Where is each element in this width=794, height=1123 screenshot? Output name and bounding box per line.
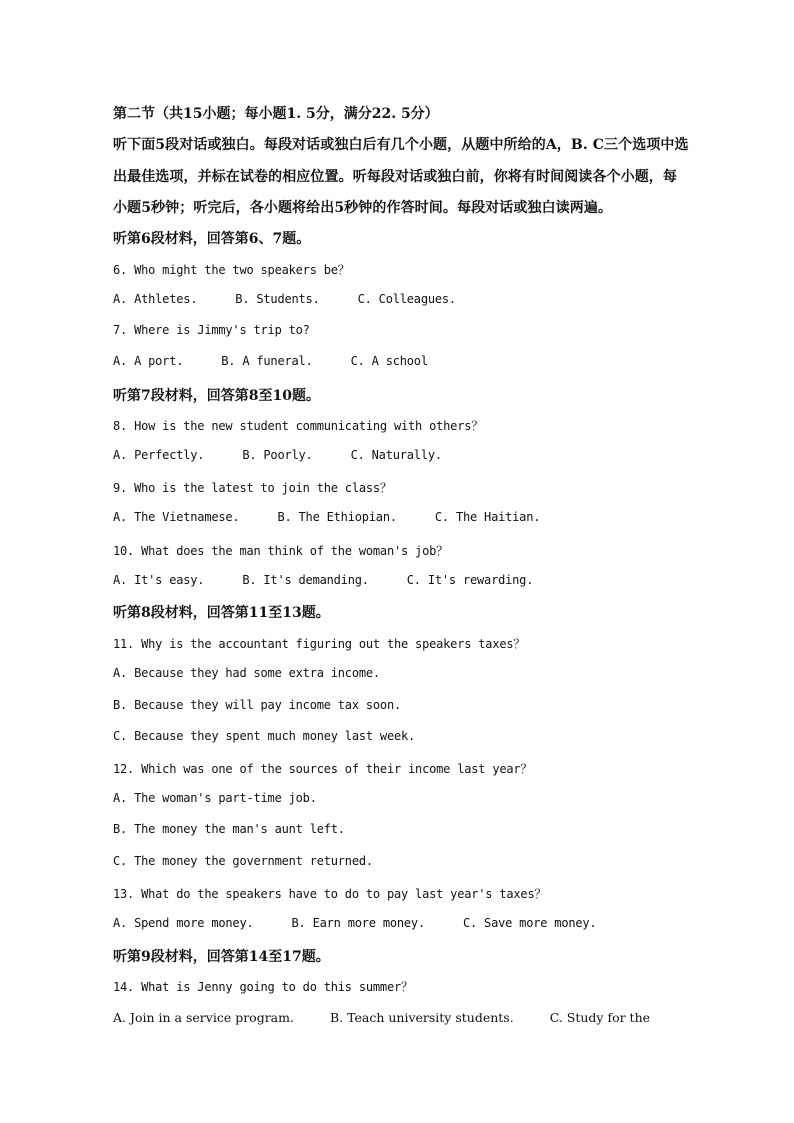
question-9-options <box>113 510 578 524</box>
question-12-option-c: C. The money the government returned. <box>113 854 373 868</box>
question-7: 7. Where is Jimmy's trip to? <box>113 323 310 337</box>
group-heading-7: 听第7段材料，回答第8至10题。 <box>113 388 320 404</box>
group-heading-9: 听第9段材料，回答第14至17题。 <box>113 949 330 965</box>
question-11-option-c: C. Because they spent much money last week. <box>113 729 416 743</box>
question-12-option-b: B. The money the man's aunt left. <box>113 822 345 836</box>
option-b: B. It's demanding. <box>242 573 369 587</box>
option-a: A. The Vietnamese. <box>113 510 240 524</box>
question-11: 11. Why is the accountant figuring out the speakers taxes？ <box>113 637 526 651</box>
option-a: A. It's easy. <box>113 573 205 587</box>
section-title: 第二节（共15小题；每小题1. 5分，满分22. 5分） <box>113 106 439 122</box>
question-13-options <box>113 916 634 930</box>
option-b: B. The Ethiopian. <box>277 510 397 524</box>
question-11-option-a: A. Because they had some extra income. <box>113 666 380 680</box>
question-14: 14. What is Jenny going to do this summer？ <box>113 980 413 994</box>
question-6-options <box>113 292 494 306</box>
question-10: 10. What does the man think of the woman's job？ <box>113 544 448 558</box>
group-heading-8: 听第8段材料，回答第11至13题。 <box>113 605 330 621</box>
option-b: B. Poorly. <box>242 448 313 462</box>
option-c: C. It's rewarding. <box>406 573 534 587</box>
option-c: C. The Haitian. <box>434 510 541 524</box>
option-c: C. Study for the <box>549 1010 651 1025</box>
question-9: 9. Who is the latest to join the class？ <box>113 481 392 495</box>
question-7-options <box>113 354 466 368</box>
instructions-line-2: 出最佳选项，并标在试卷的相应位置。听每段对话或独白前，你将有时间阅读各个小题，每 <box>113 169 677 185</box>
option-c: C. Colleagues. <box>357 292 456 306</box>
option-b: B. Students. <box>235 292 320 306</box>
question-12: 12. Which was one of the sources of their income last year？ <box>113 762 533 776</box>
option-a: A. Spend more money. <box>113 916 254 930</box>
option-b: B. A funeral. <box>221 354 313 368</box>
option-a: A. A port. <box>113 354 184 368</box>
option-b: B. Earn more money. <box>291 916 425 930</box>
question-14-options <box>113 1010 686 1025</box>
question-12-option-a: A. The woman's part-time job. <box>113 791 317 805</box>
option-c: C. Naturally. <box>350 448 442 462</box>
option-c: C. Save more money. <box>462 916 597 930</box>
option-b: B. Teach university students. <box>329 1010 514 1025</box>
question-13: 13. What do the speakers have to do to pay last year's taxes？ <box>113 887 547 901</box>
option-a: A. Perfectly. <box>113 448 205 462</box>
instructions-line-3: 小题5秒钟；听完后，各小题将给出5秒钟的作答时间。每段对话或独白读两遍。 <box>113 200 613 216</box>
option-c: C. A school <box>350 354 428 368</box>
option-a: A. Athletes. <box>113 292 198 306</box>
option-a: A. Join in a service program. <box>113 1010 294 1025</box>
question-6: 6. Who might the two speakers be？ <box>113 263 350 277</box>
question-11-option-b: B. Because they will pay income tax soon. <box>113 698 402 712</box>
question-8: 8. How is the new student communicating with others？ <box>113 419 484 433</box>
instructions-line-1: 听下面5段对话或独白。每段对话或独白后有几个小题，从题中所给的A，B. C三个选项中选 <box>113 137 689 153</box>
question-8-options <box>113 448 480 462</box>
group-heading-6: 听第6段材料，回答第6、7题。 <box>113 231 311 247</box>
question-10-options <box>113 573 571 587</box>
